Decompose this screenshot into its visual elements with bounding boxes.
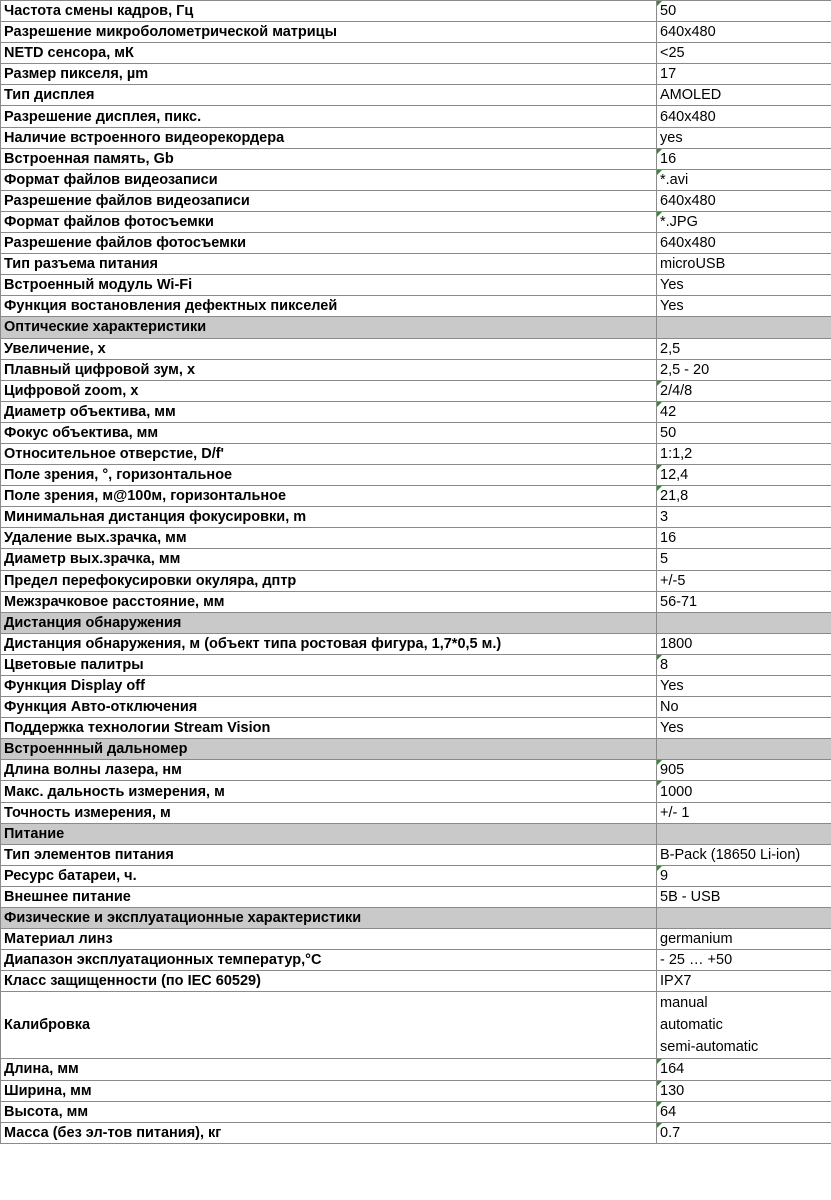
spec-value: microUSB (657, 254, 831, 275)
table-row (1, 64, 831, 85)
spec-label: Класс защищенности (по IEC 60529) (1, 971, 657, 992)
spec-label: Формат файлов видеозаписи (1, 169, 657, 190)
table-row (1, 127, 831, 148)
spec-label: Точность измерения, м (1, 802, 657, 823)
spec-value: +/-5 (657, 570, 831, 591)
table-row (1, 760, 831, 781)
spec-label: Предел перефокусировки окуляра, дптр (1, 570, 657, 591)
section-title: Питание (1, 823, 657, 844)
spec-label: Увеличение, х (1, 338, 657, 359)
table-row (1, 633, 831, 654)
table-row (1, 1080, 831, 1101)
spec-value: 1800 (657, 633, 831, 654)
spec-value: 640x480 (657, 106, 831, 127)
spec-label: Встроенная память, Gb (1, 148, 657, 169)
table-row (1, 211, 831, 232)
spec-value: <25 (657, 43, 831, 64)
spec-label: Наличие встроенного видеорекордера (1, 127, 657, 148)
spec-label: Длина, мм (1, 1059, 657, 1080)
spec-label: Макс. дальность измерения, м (1, 781, 657, 802)
spec-value: 42 (657, 401, 831, 422)
spec-label: Ширина, мм (1, 1080, 657, 1101)
table-row (1, 992, 831, 1059)
spec-label: Разрешение дисплея, пикс. (1, 106, 657, 127)
table-row (1, 401, 831, 422)
table-row (1, 528, 831, 549)
spec-label: Длина волны лазера, нм (1, 760, 657, 781)
table-row (1, 1122, 831, 1143)
spec-label: Ресурс батареи, ч. (1, 865, 657, 886)
spec-label: Цветовые палитры (1, 654, 657, 675)
spec-value: yes (657, 127, 831, 148)
spec-label: Разрешение микроболометрической матрицы (1, 22, 657, 43)
spec-label: Диаметр объектива, мм (1, 401, 657, 422)
spec-value: 640x480 (657, 233, 831, 254)
table-row (1, 254, 831, 275)
table-row (1, 865, 831, 886)
spec-value: *.JPG (657, 211, 831, 232)
table-row (1, 486, 831, 507)
table-row (1, 85, 831, 106)
table-row (1, 443, 831, 464)
table-row (1, 507, 831, 528)
spec-label: Удаление вых.зрачка, мм (1, 528, 657, 549)
table-row (1, 802, 831, 823)
spec-label: Поле зрения, м@100м, горизонтальное (1, 486, 657, 507)
spec-value: germanium (657, 929, 831, 950)
section-empty-cell (657, 612, 831, 633)
spec-label: Функция востановления дефектных пикселей (1, 296, 657, 317)
spec-label: Тип разъема питания (1, 254, 657, 275)
section-empty-cell (657, 739, 831, 760)
spec-value: 50 (657, 1, 831, 22)
table-row (1, 106, 831, 127)
spec-value: 640x480 (657, 22, 831, 43)
spec-label: Фокус объектива, мм (1, 422, 657, 443)
spec-value: 8 (657, 654, 831, 675)
spec-value: B-Pack (18650 Li-ion) (657, 844, 831, 865)
spec-value: 9 (657, 865, 831, 886)
table-row (1, 929, 831, 950)
table-row (1, 591, 831, 612)
spec-value: 3 (657, 507, 831, 528)
spec-value: 50 (657, 422, 831, 443)
spec-label: Диаметр вых.зрачка, мм (1, 549, 657, 570)
spec-value-line: semi-automatic (660, 1039, 759, 1056)
table-row (1, 971, 831, 992)
spec-label: Встроенный модуль Wi-Fi (1, 275, 657, 296)
spec-label: Межзрачковое расстояние, мм (1, 591, 657, 612)
spec-label: Плавный цифровой зум, х (1, 359, 657, 380)
table-row (1, 148, 831, 169)
spec-label: Относительное отверстие, D/f' (1, 443, 657, 464)
section-empty-cell (657, 908, 831, 929)
spec-value: 16 (657, 528, 831, 549)
section-header-row (1, 908, 831, 929)
spec-value (657, 992, 831, 1059)
section-title: Встроеннный дальномер (1, 739, 657, 760)
spec-value: IPX7 (657, 971, 831, 992)
table-row (1, 338, 831, 359)
section-header-row (1, 739, 831, 760)
section-empty-cell (657, 823, 831, 844)
table-row (1, 676, 831, 697)
specifications-body (1, 1, 831, 1144)
spec-value: 640x480 (657, 190, 831, 211)
spec-value: Yes (657, 718, 831, 739)
spec-label: Разрешение файлов фотосъемки (1, 233, 657, 254)
spec-label: Диапазон эксплуатационных температур,°С (1, 950, 657, 971)
spec-label: Материал линз (1, 929, 657, 950)
spec-value: 2,5 - 20 (657, 359, 831, 380)
table-row (1, 190, 831, 211)
spec-value: - 25 … +50 (657, 950, 831, 971)
spec-label: Калибровка (1, 992, 657, 1059)
spec-value-line: manual (660, 995, 708, 1012)
spec-label: Размер пикселя, µm (1, 64, 657, 85)
section-empty-cell (657, 317, 831, 338)
spec-value: 12,4 (657, 465, 831, 486)
table-row (1, 22, 831, 43)
spec-value: 17 (657, 64, 831, 85)
table-row (1, 169, 831, 190)
section-title: Дистанция обнаружения (1, 612, 657, 633)
spec-value: 56-71 (657, 591, 831, 612)
spec-label: Дистанция обнаружения, м (объект типа ростовая фигура, 1,7*0,5 м.) (1, 633, 657, 654)
spec-value: 5 (657, 549, 831, 570)
table-row (1, 697, 831, 718)
table-row (1, 844, 831, 865)
table-row (1, 43, 831, 64)
spec-value: 2,5 (657, 338, 831, 359)
spec-value: *.avi (657, 169, 831, 190)
spec-value: 164 (657, 1059, 831, 1080)
section-title: Физические и эксплуатационные характеристики (1, 908, 657, 929)
spec-label: Цифровой zoom, х (1, 380, 657, 401)
spec-label: Тип дисплея (1, 85, 657, 106)
spec-value: 1:1,2 (657, 443, 831, 464)
table-row (1, 1059, 831, 1080)
spec-value: 0.7 (657, 1122, 831, 1143)
spec-value: 16 (657, 148, 831, 169)
table-row (1, 549, 831, 570)
spec-label: Частота смены кадров, Гц (1, 1, 657, 22)
spec-value: +/- 1 (657, 802, 831, 823)
spec-value: No (657, 697, 831, 718)
table-row (1, 718, 831, 739)
table-row (1, 570, 831, 591)
spec-label: NETD сенсора, мК (1, 43, 657, 64)
table-row (1, 296, 831, 317)
table-row (1, 359, 831, 380)
table-row (1, 233, 831, 254)
spec-value: 1000 (657, 781, 831, 802)
spec-value: 2/4/8 (657, 380, 831, 401)
section-title: Оптические характеристики (1, 317, 657, 338)
spec-label: Минимальная дистанция фокусировки, m (1, 507, 657, 528)
spec-value: 5В - USB (657, 886, 831, 907)
table-row (1, 1101, 831, 1122)
section-header-row (1, 823, 831, 844)
spec-value: Yes (657, 676, 831, 697)
spec-label: Поддержка технологии Stream Vision (1, 718, 657, 739)
spec-value: 130 (657, 1080, 831, 1101)
spec-label: Разрешение файлов видеозаписи (1, 190, 657, 211)
spec-value: Yes (657, 275, 831, 296)
table-row (1, 654, 831, 675)
section-header-row (1, 612, 831, 633)
spec-label: Функция Авто-отключения (1, 697, 657, 718)
table-row (1, 465, 831, 486)
table-row (1, 1, 831, 22)
spec-label: Внешнее питание (1, 886, 657, 907)
table-row (1, 380, 831, 401)
spec-value-line: automatic (660, 1017, 723, 1034)
spec-label: Формат файлов фотосъемки (1, 211, 657, 232)
spec-label: Тип элементов питания (1, 844, 657, 865)
spec-value: Yes (657, 296, 831, 317)
table-row (1, 275, 831, 296)
spec-value: AMOLED (657, 85, 831, 106)
spec-value: 64 (657, 1101, 831, 1122)
table-row (1, 422, 831, 443)
spec-label: Высота, мм (1, 1101, 657, 1122)
spec-value: 905 (657, 760, 831, 781)
table-row (1, 886, 831, 907)
table-row (1, 781, 831, 802)
table-row (1, 950, 831, 971)
spec-value: 21,8 (657, 486, 831, 507)
spec-label: Поле зрения, °, горизонтальное (1, 465, 657, 486)
spec-label: Функция Display off (1, 676, 657, 697)
section-header-row (1, 317, 831, 338)
spec-label: Масса (без эл-тов питания), кг (1, 1122, 657, 1143)
